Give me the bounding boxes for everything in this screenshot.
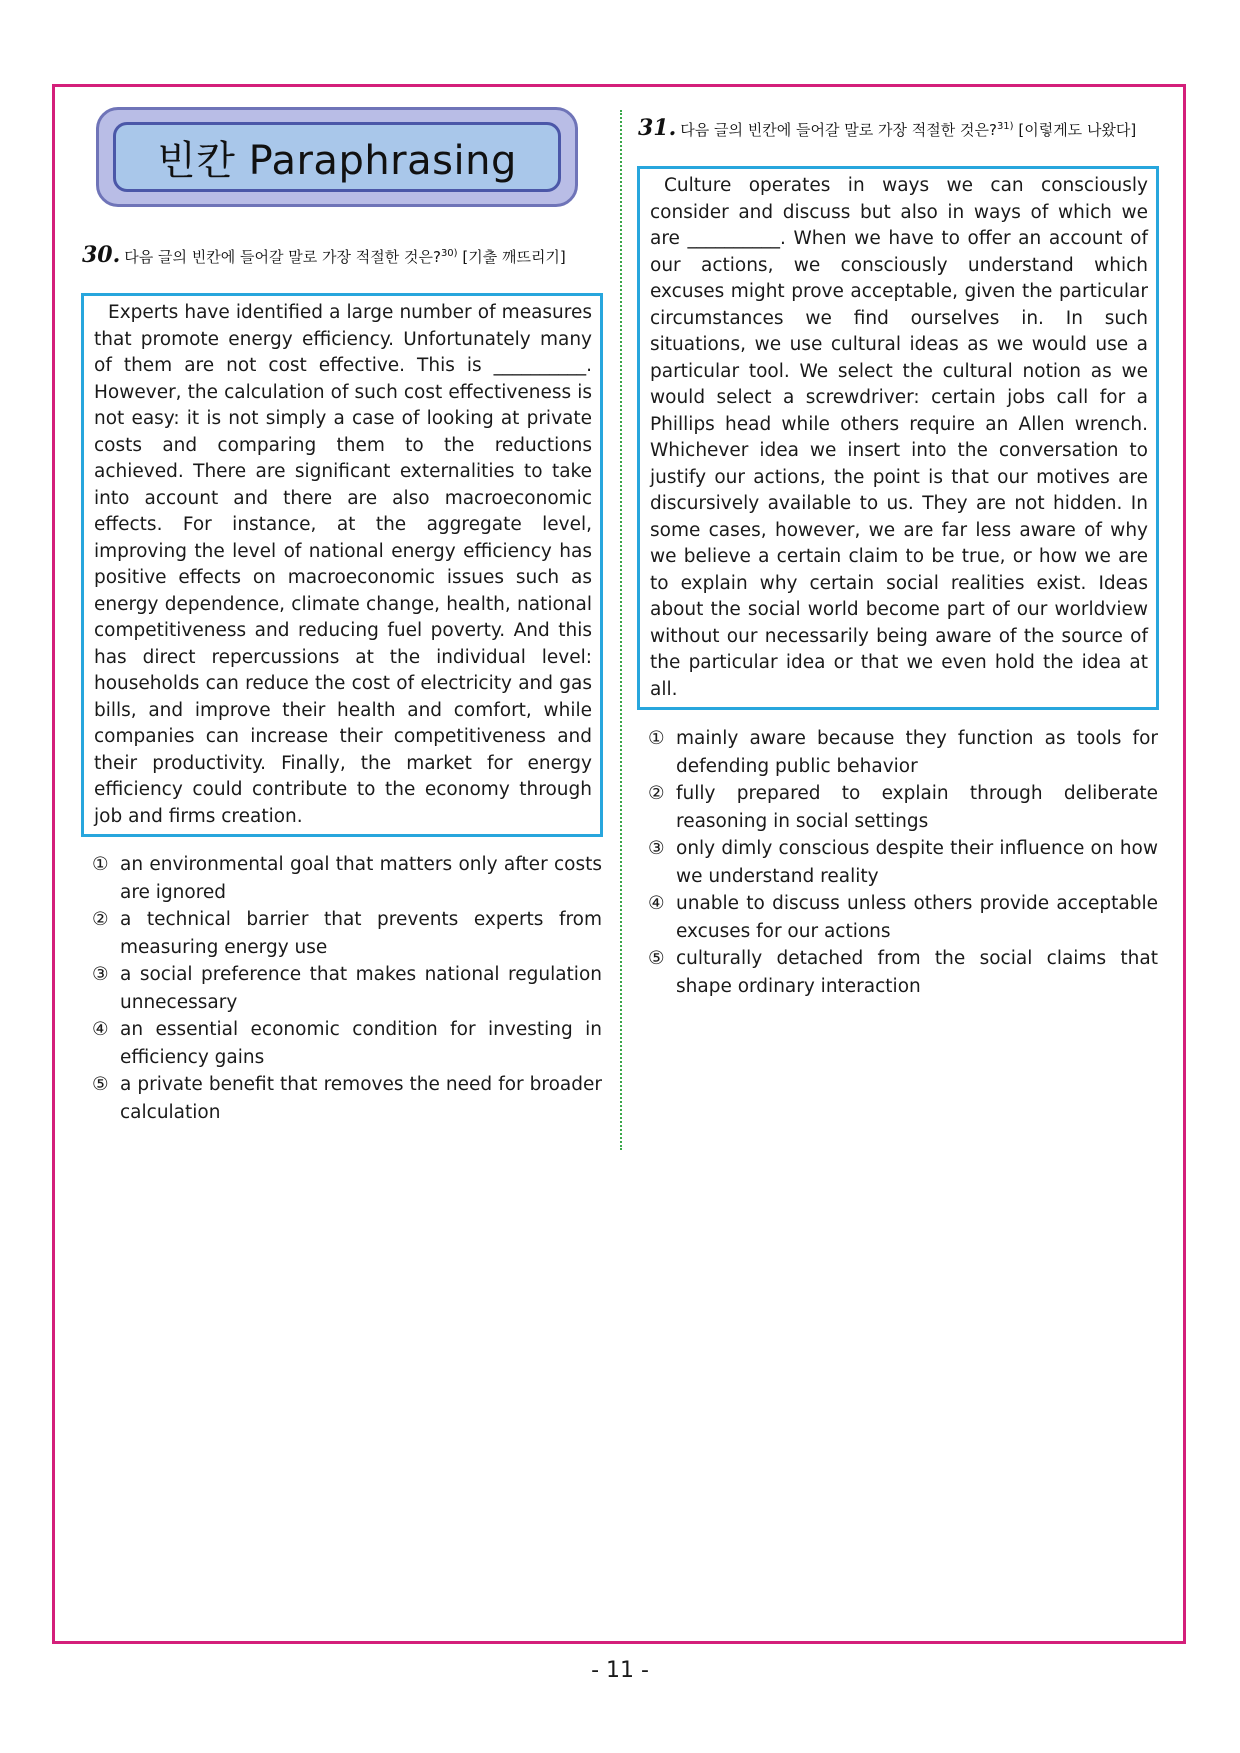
q30-option-4[interactable] [92,1016,602,1071]
q30-instruction: 다음 글의 빈칸에 들어갈 말로 가장 적절한 것은? [124,248,441,266]
q30-number: 30. [82,242,121,268]
q31-option-2[interactable] [648,780,1158,835]
q30-option-2-num: ② [92,909,109,930]
q31-option-5[interactable] [648,945,1158,1000]
q30-option-3-text: a social preference that makes national regulation unnecessary [120,964,602,1013]
q30-option-1-text: an environmental goal that matters only after costs are ignored [120,854,602,903]
q30-option-5-text: a private benefit that removes the need for broader calculation [120,1074,602,1123]
q31-instruction: 다음 글의 빈칸에 들어갈 말로 가장 적절한 것은? [680,121,997,139]
q31-option-2-text: fully prepared to explain through deliberate reasoning in social settings [676,783,1158,832]
q30-tag: [기출 깨뜨리기] [462,248,566,266]
q30-option-3[interactable] [92,961,602,1016]
section-title-banner [96,107,578,207]
q31-option-1-num: ① [648,728,665,749]
q30-option-4-num: ④ [92,1019,109,1040]
section-title-inner [113,122,561,192]
q31-number: 31. [638,115,677,141]
page-number: - 11 - [591,1658,649,1683]
q30-option-2[interactable] [92,906,602,961]
q30-passage: Experts have identified a large number of measures that promote energy efficiency. Unfortunately many of them are not cost effective. This is __________. However, the calculation of such cost effectiveness is not easy: it is not simply a case of looking at private costs and comparing them to the reductions achieved. There are significant externalities to take into account and there are also macroeconomic effects. For instance, at the aggregate level, improving the level of national energy efficiency has positive effects on macroeconomic issues such as energy dependence, climate change, health, national competitiveness and reducing fuel poverty. And this has direct repercussions at the individual level: households can reduce the cost of electricity and gas bills, and improve their health and comfort, while companies can increase their competitiveness and their productivity. Finally, the market for energy efficiency could contribute to the economy through job and firms creation. [94,302,592,827]
q31-footnote: 31) [996,121,1014,132]
q31-option-3[interactable] [648,835,1158,890]
q31-option-5-text: culturally detached from the social claims that shape ordinary interaction [676,948,1158,997]
q31-option-5-num: ⑤ [648,948,665,969]
q30-option-3-num: ③ [92,964,109,985]
q30-option-4-text: an essential economic condition for investing in efficiency gains [120,1019,602,1068]
q30-option-5[interactable] [92,1071,602,1126]
q30-option-5-num: ⑤ [92,1074,109,1095]
column-divider [620,110,622,1150]
q31-passage: Culture operates in ways we can consciously consider and discuss but also in ways of which we are __________. When we have to offer an account of our actions, we consciously understand which excuses might prove acceptable, given the particular circumstances we find ourselves in. In such situations, we use cultural ideas as we would use a particular tool. We select the cultural notion as we would select a screwdriver: certain jobs call for a Phillips head while others require an Allen wrench. Whichever idea we insert into the conversation to justify our actions, the point is that our motives are discursively available to us. They are not hidden. In some cases, however, we are far less aware of why we believe a certain claim to be true, or how we are to explain why certain social realities exist. Ideas about the social world become part of our worldview without our necessarily being aware of the source of the particular idea or that we even hold the idea at all. [650,175,1148,700]
q30-options [92,851,602,1126]
q30-footnote: 30) [440,248,458,259]
q31-option-4-num: ④ [648,893,665,914]
q31-header [638,116,1158,141]
q31-option-4-text: unable to discuss unless others provide acceptable excuses for our actions [676,893,1158,942]
q31-tag: [이렇게도 나왔다] [1018,121,1137,139]
q31-options [648,725,1158,1000]
q30-option-1-num: ① [92,854,109,875]
q30-option-2-text: a technical barrier that prevents experts from measuring energy use [120,909,602,958]
q31-option-3-text: only dimly conscious despite their influence on how we understand reality [676,838,1158,887]
q30-passage-box [81,293,603,837]
q31-option-1[interactable] [648,725,1158,780]
section-title: 빈칸 Paraphrasing [157,137,517,184]
q30-option-1[interactable] [92,851,602,906]
q31-passage-box [637,166,1159,710]
q31-option-3-num: ③ [648,838,665,859]
q31-option-2-num: ② [648,783,665,804]
q31-option-4[interactable] [648,890,1158,945]
q30-header [82,243,602,268]
q31-option-1-text: mainly aware because they function as tools for defending public behavior [676,728,1158,777]
